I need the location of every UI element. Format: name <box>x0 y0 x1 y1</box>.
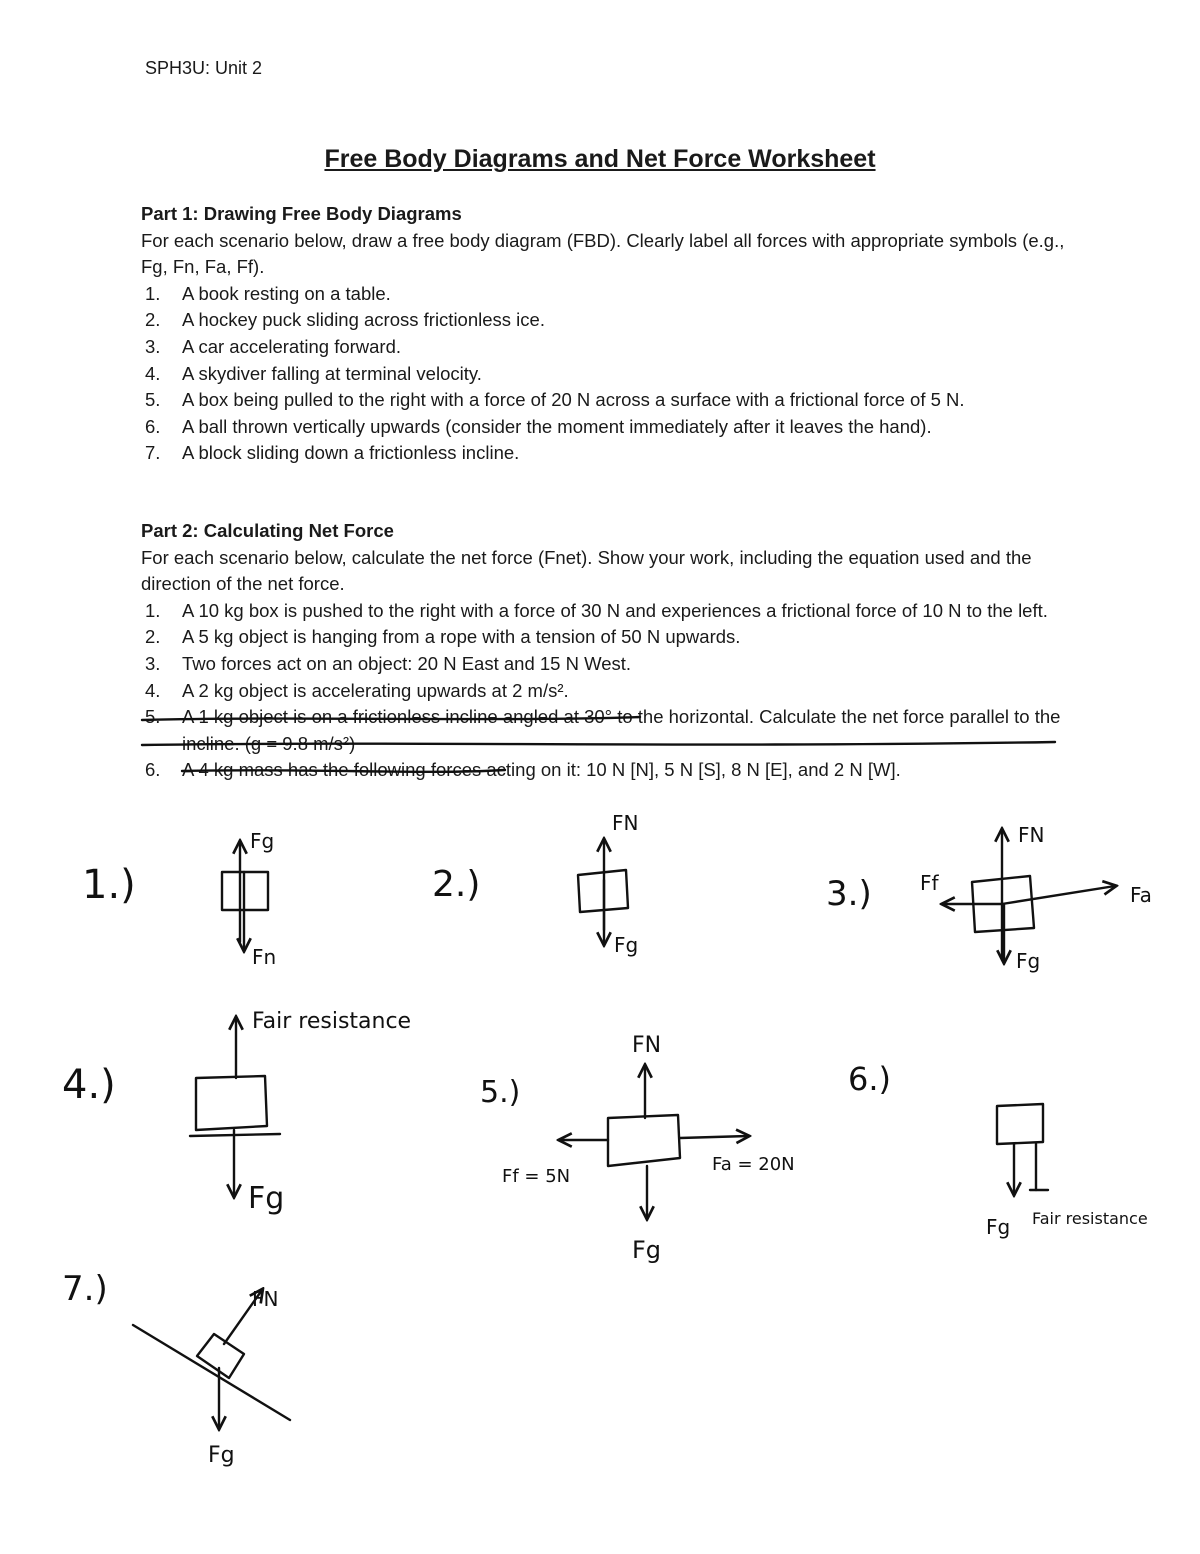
item-text: A book resting on a table. <box>182 282 391 304</box>
diagram-label: 4.) <box>62 1062 116 1108</box>
force-label: Fn <box>252 945 277 969</box>
fbd-box <box>997 1104 1043 1144</box>
strike-line <box>142 742 1055 745</box>
item-number: 1. <box>145 282 161 304</box>
force-label: Fg <box>250 829 275 853</box>
item-number: 6. <box>145 759 161 781</box>
fbd-ground <box>190 1134 280 1136</box>
item-number: 2. <box>145 309 161 331</box>
item-text: A 1 kg object is on a frictionless incline angled at 30° to the horizontal. Calculate the net force parallel to the incline. (g = 9.8 m/s²) <box>182 706 1061 754</box>
item-text: A block sliding down a frictionless incline. <box>182 442 520 464</box>
item-number: 2. <box>145 626 161 648</box>
item-text: Two forces act on an object: 20 N East and 15 N West. <box>182 652 632 674</box>
fbd-box <box>608 1115 680 1166</box>
part1-heading: Part 1: Drawing Free Body Diagrams <box>141 203 462 224</box>
item-number: 3. <box>145 335 161 357</box>
fbd-diagram-3 <box>943 830 1115 962</box>
fbd-diagram-1 <box>222 842 268 950</box>
item-number: 7. <box>145 442 161 464</box>
force-label: Fg <box>1016 949 1041 973</box>
diagram-label: 2.) <box>432 864 481 905</box>
force-label: Ff <box>920 871 939 895</box>
item-text: A box being pulled to the right with a force of 20 N across a surface with a frictional force of 5 N. <box>182 389 965 411</box>
incline-surface <box>133 1325 290 1420</box>
part2-intro: For each scenario below, calculate the net force (Fnet). Show your work, including the equation used and the direction of the net force. <box>141 546 1032 595</box>
fbd-diagram-5 <box>560 1066 748 1218</box>
force-label: Fa = 20N <box>712 1154 795 1175</box>
force-label: Fg <box>614 933 639 957</box>
worksheet-title: Free Body Diagrams and Net Force Worksheet <box>324 145 876 173</box>
force-label: Fg <box>632 1236 662 1264</box>
item-text: A ball thrown vertically upwards (consider the moment immediately after it leaves the hand). <box>182 415 932 437</box>
force-label: Fg <box>208 1443 235 1468</box>
item-number: 3. <box>145 652 161 674</box>
fbd-diagram-2 <box>578 840 628 944</box>
force-label: Ff = 5N <box>502 1166 571 1187</box>
item-text: A hockey puck sliding across frictionless ice. <box>182 309 545 331</box>
force-arrow <box>680 1136 748 1138</box>
force-label: Fa <box>1130 883 1152 907</box>
diagram-label: 5.) <box>480 1075 521 1110</box>
item-text: A 4 kg mass has the following forces acting on it: 10 N [N], 5 N [S], 8 N [E], and 2 N [W]. <box>182 759 901 781</box>
item-text: A 2 kg object is accelerating upwards at 2 m/s². <box>182 679 569 701</box>
force-label: Fair resistance <box>1032 1209 1148 1228</box>
force-label: Fg <box>248 1181 285 1216</box>
item-number: 1. <box>145 599 161 621</box>
strike-line <box>142 717 640 720</box>
diagram-label: 1.) <box>82 862 136 908</box>
force-arrow <box>1002 886 1115 904</box>
item-number: 6. <box>145 415 161 437</box>
force-label: FN <box>612 811 639 835</box>
force-label: Fair resistance <box>252 1009 412 1034</box>
item-text: A 10 kg box is pushed to the right with a force of 30 N and experiences a frictional force of 10 N to the left. <box>182 599 1048 621</box>
fbd-diagram-6 <box>997 1104 1048 1194</box>
page-header: SPH3U: Unit 2 <box>145 58 263 78</box>
force-label: FN <box>632 1033 662 1058</box>
strike-line <box>182 770 505 772</box>
fbd-box <box>197 1334 244 1378</box>
item-text: A car accelerating forward. <box>182 335 402 357</box>
item-number: 4. <box>145 679 161 701</box>
item-text: A 5 kg object is hanging from a rope with a tension of 50 N upwards. <box>182 626 741 648</box>
fbd-box <box>196 1076 267 1130</box>
item-number: 4. <box>145 362 161 384</box>
fbd-diagram-4 <box>190 1018 280 1196</box>
item-text: A skydiver falling at terminal velocity. <box>182 362 482 384</box>
diagram-label: 7.) <box>62 1269 108 1309</box>
item-number: 5. <box>145 706 161 728</box>
force-label: Fg <box>986 1215 1011 1239</box>
part2-heading: Part 2: Calculating Net Force <box>141 520 394 541</box>
force-label: FN <box>1018 823 1045 847</box>
force-label: FN <box>252 1287 279 1311</box>
part1-intro: For each scenario below, draw a free body diagram (FBD). Clearly label all forces with appropriate symbols (e.g., Fg, Fn, Fa, Ff). <box>141 229 1065 278</box>
diagram-label: 3.) <box>826 874 872 914</box>
item-number: 5. <box>145 389 161 411</box>
diagram-label: 6.) <box>848 1060 892 1098</box>
